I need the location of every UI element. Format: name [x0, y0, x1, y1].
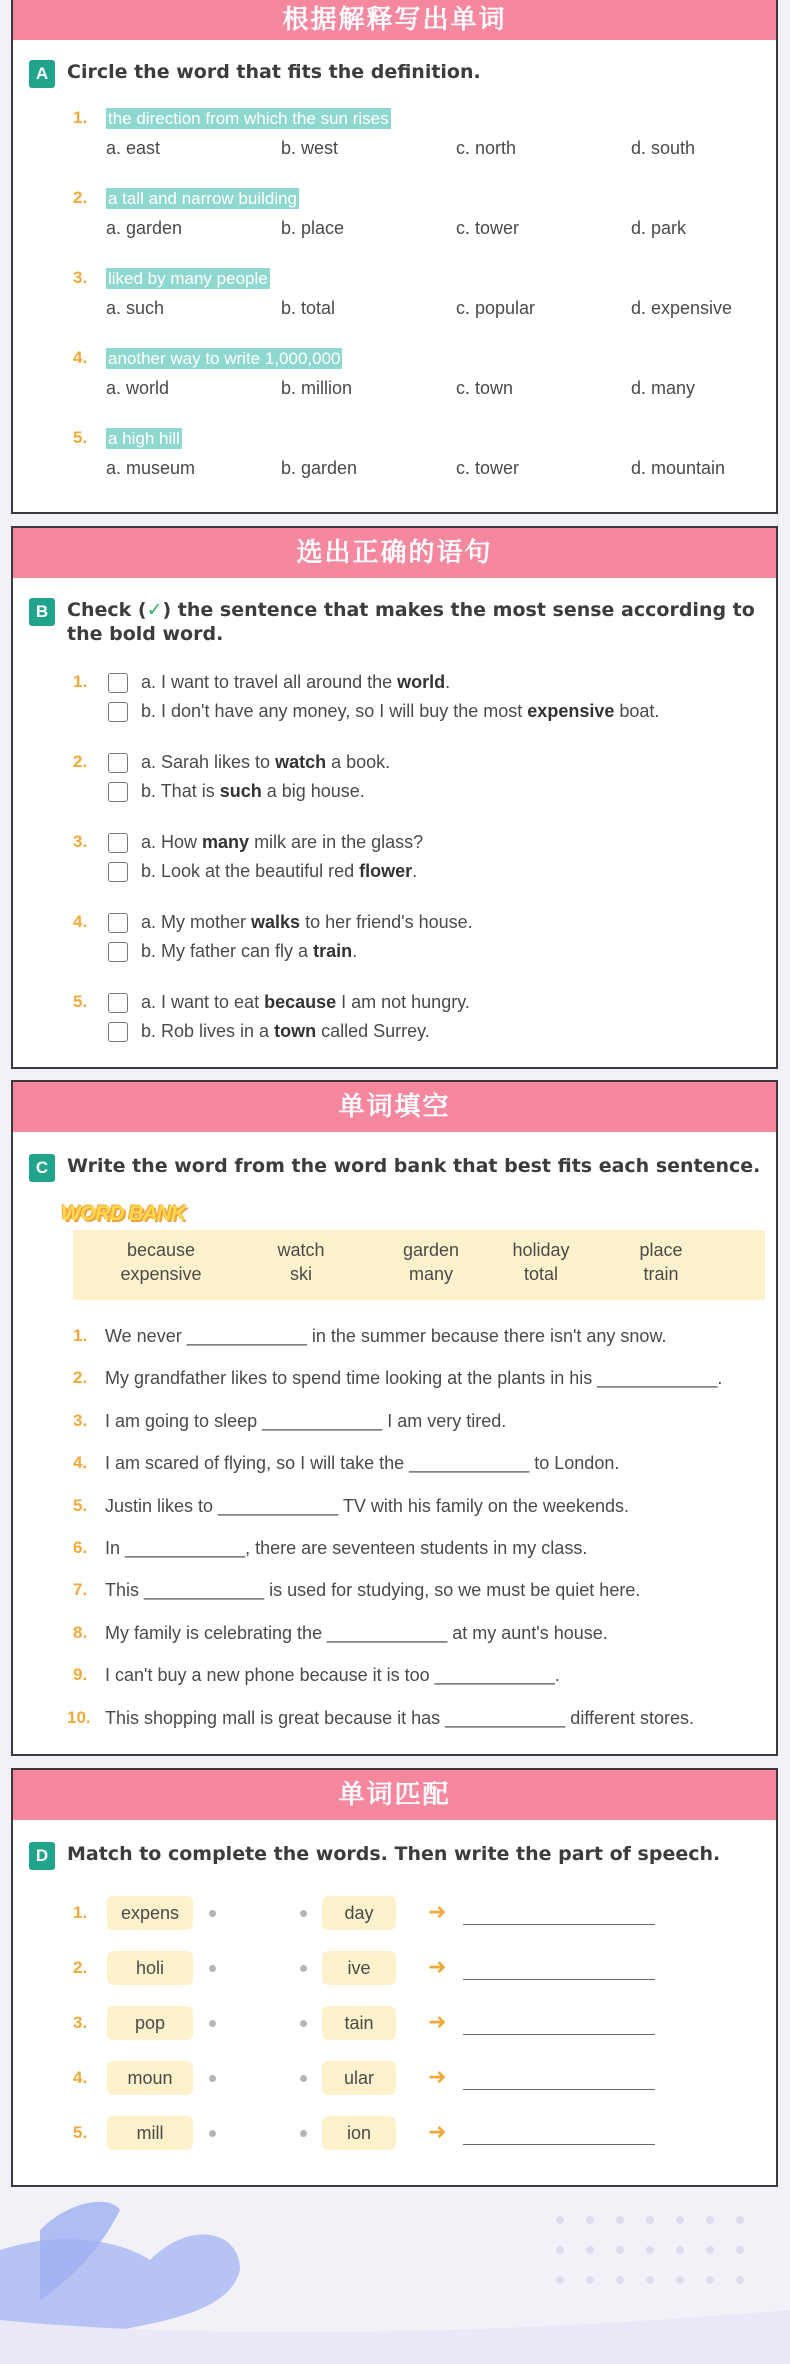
item-number: 3.: [73, 2013, 88, 2032]
fill-in-sentence[interactable]: I am scared of flying, so I will take the ____________ to London.: [105, 1453, 620, 1474]
match-dot[interactable]: [300, 2130, 307, 2137]
sentence-checkbox[interactable]: [108, 782, 128, 802]
item-number: 6.: [73, 1538, 88, 1557]
item-number: 3.: [73, 268, 88, 287]
item-number: 5.: [73, 1495, 88, 1515]
word-start-chip[interactable]: expens: [107, 1896, 193, 1930]
item-number: 4.: [73, 912, 88, 931]
bold-word: town: [274, 1021, 317, 1041]
part-of-speech-blank[interactable]: [463, 2034, 655, 2035]
section-b-header: [29, 598, 757, 646]
section-d-letter: D: [29, 1842, 55, 1870]
sentence-text: a big house.: [261, 781, 365, 801]
answer-option[interactable]: b. total: [281, 298, 336, 318]
sentence-text: b. Rob lives in a: [141, 1021, 275, 1041]
instruction-post: ) the sentence that makes the most sense according to the bold word.: [67, 599, 755, 645]
answer-option[interactable]: c. popular: [456, 298, 536, 318]
word-bank-word: train: [643, 1264, 679, 1284]
sentence-option: [141, 781, 365, 802]
fill-in-sentence[interactable]: This shopping mall is great because it has ____________ different stores.: [105, 1707, 695, 1728]
sentence-checkbox[interactable]: [108, 862, 128, 882]
item-number: 10.: [67, 1707, 91, 1727]
answer-option[interactable]: d. mountain: [631, 458, 726, 478]
item-number: 4.: [73, 2068, 88, 2087]
section-d: [11, 1768, 778, 2187]
sentence-text: a. I want to eat: [141, 992, 265, 1012]
word-bank-word: garden: [402, 1240, 460, 1260]
sentence-option: [141, 752, 390, 773]
section-a-letter: A: [29, 60, 55, 88]
answer-option[interactable]: a. such: [106, 298, 165, 318]
answer-option[interactable]: a. museum: [106, 458, 196, 478]
sentence-text: called Surrey.: [316, 1021, 430, 1041]
answer-option[interactable]: d. park: [631, 218, 687, 238]
word-end-chip[interactable]: ive: [322, 1951, 396, 1985]
sentence-checkbox[interactable]: [108, 702, 128, 722]
word-end-chip[interactable]: day: [322, 1896, 396, 1930]
arrow-icon: ➜: [428, 1899, 447, 1924]
bold-word: walks: [251, 912, 301, 932]
footer-decoration: [0, 2190, 790, 2364]
definition-text: the direction from which the sun rises: [108, 109, 389, 128]
section-b: [11, 526, 778, 1069]
item-number: 1.: [73, 1903, 88, 1922]
answer-option[interactable]: c. town: [456, 378, 514, 398]
bold-word: because: [264, 992, 337, 1012]
item-number: 1.: [73, 672, 88, 691]
section-c-letter: C: [29, 1154, 55, 1182]
word-start-chip[interactable]: holi: [107, 1951, 193, 1985]
bold-word: train: [313, 941, 353, 961]
match-dot[interactable]: [209, 2130, 216, 2137]
part-of-speech-blank[interactable]: [463, 2089, 655, 2090]
sentence-text: b. Look at the beautiful red: [141, 861, 360, 881]
word-bank-word: many: [408, 1264, 453, 1284]
word-bank-word: because: [126, 1240, 196, 1260]
sentence-checkbox[interactable]: [108, 673, 128, 693]
sentence-text: b. That is: [141, 781, 220, 801]
item-number: 1.: [73, 1326, 88, 1345]
sentence-text: .: [352, 941, 358, 961]
match-dot[interactable]: [209, 2020, 216, 2027]
word-bank-word: expensive: [120, 1264, 202, 1284]
item-number: 5.: [73, 428, 88, 447]
word-bank-word: ski: [290, 1264, 312, 1284]
match-dot[interactable]: [300, 1965, 307, 1972]
bold-word: such: [219, 781, 262, 801]
item-number: 5.: [73, 2123, 88, 2142]
match-dot[interactable]: [300, 2075, 307, 2082]
sentence-text: b. My father can fly a: [141, 941, 314, 961]
word-start-chip[interactable]: pop: [107, 2006, 193, 2040]
answer-option[interactable]: b. million: [281, 378, 353, 398]
fill-in-sentence[interactable]: My family is celebrating the ____________ at my aunt's house.: [105, 1622, 608, 1643]
section-a-title: 根据解释写出单词: [13, 0, 776, 40]
fill-in-sentence[interactable]: I am going to sleep ____________ I am very tired.: [105, 1410, 507, 1431]
part-of-speech-blank[interactable]: [463, 2144, 655, 2145]
item-number: 3.: [73, 832, 88, 851]
definition-text: another way to write 1,000,000: [108, 349, 341, 368]
section-d-title: 单词匹配: [13, 1770, 776, 1820]
word-end-chip[interactable]: tain: [322, 2006, 396, 2040]
section-c-instruction: Write the word from the word bank that best fits each sentence.: [67, 1155, 761, 1177]
word-end-chip[interactable]: ular: [322, 2061, 396, 2095]
sentence-checkbox[interactable]: [108, 942, 128, 962]
definition-text: liked by many people: [108, 269, 268, 288]
definition-text: a high hill: [108, 429, 180, 448]
sentence-text: b. I don't have any money, so I will buy the most: [141, 701, 528, 721]
arrow-icon: ➜: [428, 2009, 447, 2034]
sentence-option: [141, 861, 417, 882]
answer-option[interactable]: a. east: [106, 138, 161, 158]
section-c: [11, 1080, 778, 1756]
sentence-text: a book.: [326, 752, 391, 772]
section-a-instruction: Circle the word that fits the definition.: [67, 61, 481, 83]
word-end-chip[interactable]: ion: [322, 2116, 396, 2150]
sentence-option: [141, 672, 450, 693]
arrow-icon: ➜: [428, 2119, 447, 2144]
section-c-title: 单词填空: [13, 1082, 776, 1132]
sentence-text: boat.: [614, 701, 660, 721]
item-number: 2.: [73, 1958, 88, 1977]
fill-in-sentence[interactable]: This ____________ is used for studying, so we must be quiet here.: [105, 1580, 641, 1601]
item-number: 2.: [73, 188, 88, 207]
item-number: 9.: [73, 1665, 88, 1685]
answer-option[interactable]: c. tower: [456, 458, 520, 478]
item-number: 7.: [73, 1580, 88, 1600]
word-bank-word: watch: [277, 1240, 325, 1260]
item-number: 4.: [73, 1453, 88, 1473]
section-a-header: [29, 60, 481, 88]
sentence-text: .: [445, 672, 451, 692]
word-start-chip[interactable]: moun: [107, 2061, 193, 2095]
fill-in-sentence[interactable]: Justin likes to ____________ TV with his family on the weekends.: [105, 1495, 629, 1516]
sentence-text: milk are in the glass?: [249, 832, 424, 852]
check-mark-icon: ✓: [146, 599, 163, 621]
sentence-checkbox[interactable]: [108, 913, 128, 933]
match-dot[interactable]: [209, 1965, 216, 1972]
answer-option[interactable]: b. west: [281, 138, 339, 158]
arrow-icon: ➜: [428, 2064, 447, 2089]
part-of-speech-blank[interactable]: [463, 1979, 655, 1980]
word-bank-word: holiday: [512, 1240, 570, 1260]
sentence-text: a. I want to travel all around the: [141, 672, 398, 692]
section-b-letter: B: [29, 598, 55, 626]
word-bank-word: place: [639, 1240, 683, 1260]
sentence-option: [141, 941, 357, 962]
section-d-header: [29, 1842, 720, 1870]
fill-in-sentence[interactable]: My grandfather likes to spend time looking at the plants in his ____________.: [105, 1368, 723, 1389]
part-of-speech-blank[interactable]: [463, 1924, 655, 1925]
match-dot[interactable]: [300, 1910, 307, 1917]
fill-in-sentence[interactable]: In ____________, there are seventeen students in my class.: [105, 1538, 588, 1558]
match-dot[interactable]: [209, 2075, 216, 2082]
fill-in-sentence[interactable]: We never ____________ in the summer because there isn't any snow.: [105, 1326, 667, 1346]
answer-option[interactable]: c. north: [456, 138, 517, 158]
sentence-text: I am not hungry.: [336, 992, 470, 1012]
sentence-text: a. Sarah likes to: [141, 752, 276, 772]
match-dot[interactable]: [300, 2020, 307, 2027]
sentence-checkbox[interactable]: [108, 833, 128, 853]
item-number: 2.: [73, 1368, 88, 1388]
item-number: 1.: [73, 108, 88, 127]
answer-option[interactable]: d. many: [631, 378, 696, 398]
arrow-icon: ➜: [428, 1954, 447, 1979]
instruction-pre: Check (: [67, 599, 147, 621]
item-number: 3.: [73, 1410, 88, 1430]
bold-word: flower: [359, 861, 413, 881]
answer-option[interactable]: c. tower: [456, 218, 520, 238]
word-start-chip[interactable]: mill: [107, 2116, 193, 2150]
bold-word: expensive: [527, 701, 615, 721]
sentence-text: a. My mother: [141, 912, 252, 932]
sentence-option: [141, 832, 423, 853]
sentence-text: .: [412, 861, 418, 881]
sentence-checkbox[interactable]: [108, 993, 128, 1013]
section-c-header: [29, 1154, 760, 1182]
answer-option[interactable]: b. place: [281, 218, 345, 238]
answer-option[interactable]: d. south: [631, 138, 696, 158]
sentence-text: to her friend's house.: [300, 912, 473, 932]
sentence-checkbox[interactable]: [108, 753, 128, 773]
answer-option[interactable]: a. garden: [106, 218, 183, 238]
match-dot[interactable]: [209, 1910, 216, 1917]
sentence-text: a. How: [141, 832, 203, 852]
item-number: 8.: [73, 1622, 88, 1642]
bold-word: many: [202, 832, 250, 852]
word-bank-word: total: [523, 1264, 559, 1284]
sentence-option: [141, 1021, 430, 1042]
fill-in-sentence[interactable]: I can't buy a new phone because it is too ____________.: [105, 1665, 560, 1686]
sentence-option: [141, 912, 473, 933]
word-bank-label: WORD BANK: [61, 1202, 185, 1225]
bold-word: watch: [275, 752, 327, 772]
section-d-instruction: Match to complete the words. Then write the part of speech.: [67, 1843, 721, 1865]
sentence-option: [141, 701, 659, 722]
bold-word: world: [397, 672, 446, 692]
answer-option[interactable]: a. world: [106, 378, 170, 398]
definition-text: a tall and narrow building: [108, 189, 298, 208]
item-number: 2.: [73, 752, 88, 771]
section-a: [11, 0, 778, 514]
item-number: 5.: [73, 992, 88, 1011]
sentence-checkbox[interactable]: [108, 1022, 128, 1042]
section-b-title: 选出正确的语句: [13, 528, 776, 578]
answer-option[interactable]: b. garden: [281, 458, 358, 478]
item-number: 4.: [73, 348, 88, 367]
section-b-instruction: [67, 598, 757, 646]
sentence-option: [141, 992, 470, 1013]
answer-option[interactable]: d. expensive: [631, 298, 733, 318]
